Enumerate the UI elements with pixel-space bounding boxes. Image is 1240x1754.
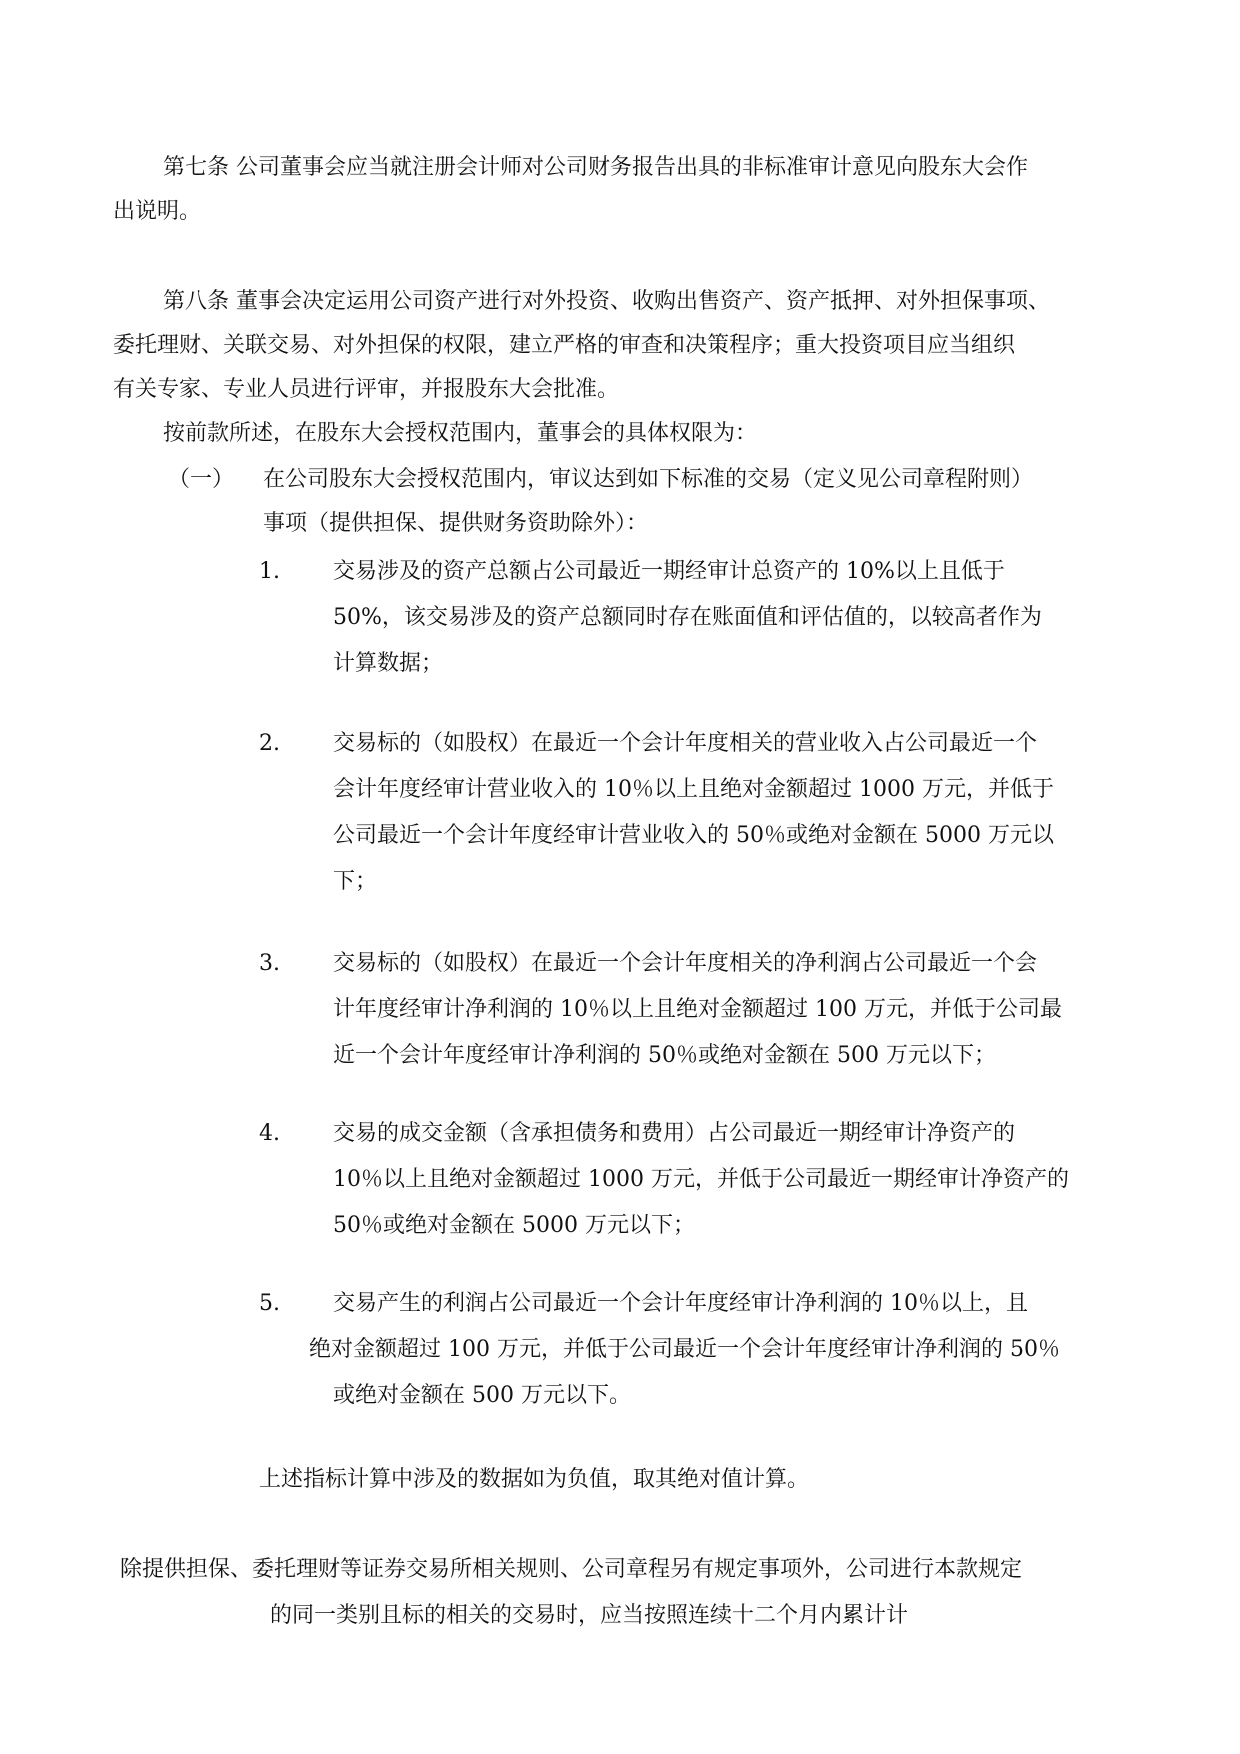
item-5-line-1: 交易产生的利润占公司最近一个会计年度经审计净利润的 10％以上，且	[333, 1291, 1028, 1316]
item-4-line-2: 10％以上且绝对金额超过 1000 万元，并低于公司最近一期经审计净资产的	[333, 1167, 1069, 1192]
article-8-intro: 按前款所述，在股东大会授权范围内，董事会的具体权限为：	[163, 421, 758, 446]
item-1-line-1: 交易涉及的资产总额占公司最近一期经审计总资产的 10%以上且低于	[333, 559, 1005, 584]
item-2-number: 2.	[259, 731, 280, 756]
item-3-line-1: 交易标的（如股权）在最近一个会计年度相关的净利润占公司最近一个会	[333, 951, 1038, 976]
section-1-line-2: 事项（提供担保、提供财务资助除外）：	[263, 511, 649, 536]
item-4-line-3: 50％或绝对金额在 5000 万元以下；	[333, 1213, 695, 1238]
item-5-line-3: 或绝对金额在 500 万元以下。	[333, 1383, 631, 1408]
article-7-line-1: 第七条 公司董事会应当就注册会计师对公司财务报告出具的非标准审计意见向股东大会作	[163, 155, 1028, 180]
item-5-line-2: 绝对金额超过 100 万元，并低于公司最近一个会计年度经审计净利润的 50％	[309, 1337, 1060, 1362]
item-4-number: 4.	[259, 1121, 280, 1146]
note-paragraph: 上述指标计算中涉及的数据如为负值，取其绝对值计算。	[259, 1467, 810, 1492]
item-3-number: 3.	[259, 951, 280, 976]
item-5-number: 5.	[259, 1291, 280, 1316]
article-8-line-2: 委托理财、关联交易、对外担保的权限，建立严格的审查和决策程序；重大投资项目应当组织	[113, 333, 1016, 358]
section-1-marker: （一）	[168, 467, 235, 492]
item-1-number: 1.	[259, 559, 280, 584]
item-2-line-3: 公司最近一个会计年度经审计营业收入的 50％或绝对金额在 5000 万元以	[333, 823, 1054, 848]
item-1-line-3: 计算数据；	[333, 651, 444, 676]
item-3-line-3: 近一个会计年度经审计净利润的 50％或绝对金额在 500 万元以下；	[333, 1043, 996, 1068]
item-2-line-4: 下；	[333, 869, 378, 894]
section-1-line-1: 在公司股东大会授权范围内，审议达到如下标准的交易（定义见公司章程附则）	[263, 467, 1034, 492]
item-4-line-1: 交易的成交金额（含承担债务和费用）占公司最近一期经审计净资产的	[333, 1121, 1016, 1146]
closing-line-1: 除提供担保、委托理财等证券交易所相关规则、公司章程另有规定事项外，公司进行本款规定	[120, 1557, 1023, 1582]
closing-line-2: 的同一类别且标的相关的交易时，应当按照连续十二个月内累计计	[270, 1603, 909, 1628]
article-8-line-3: 有关专家、专业人员进行评审，并报股东大会批准。	[113, 377, 620, 402]
item-1-line-2: 50%，该交易涉及的资产总额同时存在账面值和评估值的，以较高者作为	[333, 605, 1042, 630]
article-8-line-1: 第八条 董事会决定运用公司资产进行对外投资、收购出售资产、资产抵押、对外担保事项、	[163, 289, 1050, 314]
article-7-line-2: 出说明。	[113, 199, 202, 224]
item-2-line-2: 会计年度经审计营业收入的 10％以上且绝对金额超过 1000 万元，并低于	[333, 777, 1054, 802]
item-2-line-1: 交易标的（如股权）在最近一个会计年度相关的营业收入占公司最近一个	[333, 731, 1038, 756]
item-3-line-2: 计年度经审计净利润的 10％以上且绝对金额超过 100 万元，并低于公司最	[333, 997, 1062, 1022]
